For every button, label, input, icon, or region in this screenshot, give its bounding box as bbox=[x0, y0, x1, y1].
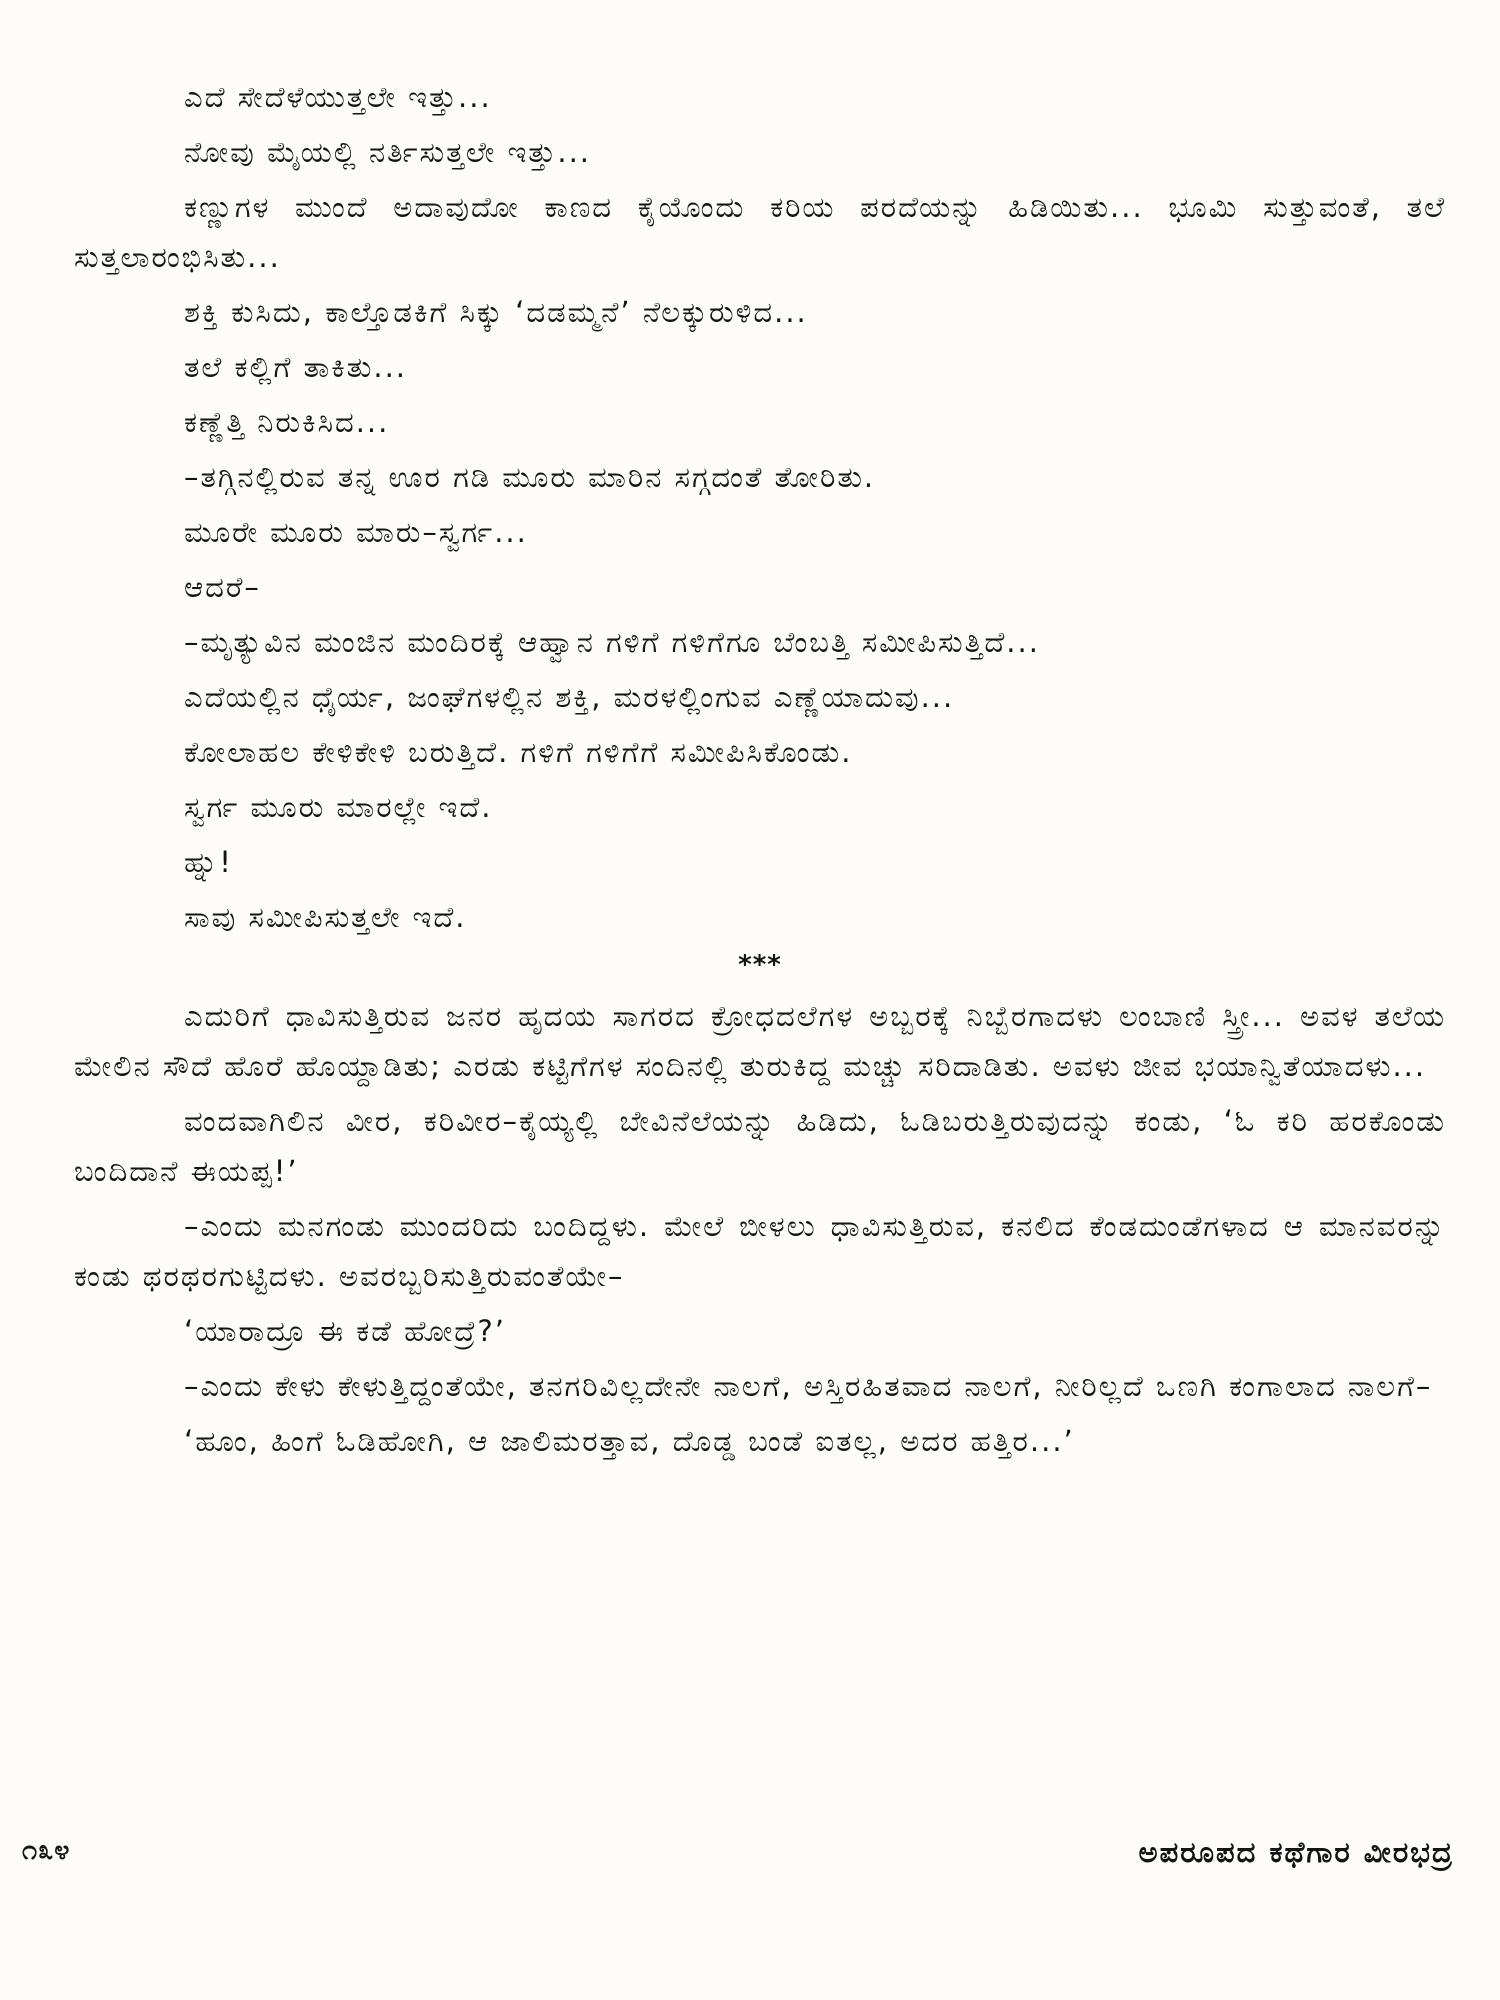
paragraph: ವಂದವಾಗಿಲಿನ ವೀರ, ಕರಿವೀರ–ಕೈಯ್ಯಲ್ಲಿ ಬೇವಿನೆಲೆಯನ್ನು ಹಿಡಿದು, ಓಡಿಬರುತ್ತಿರುವುದನ್ನು ಕಂಡು, ‘ಓ ಕರಿ ಹರಕೊಂಡು ಬಂದಿದಾನೆ ಈಯಪ್ಪ!’ bbox=[74, 1104, 1446, 1188]
paragraph: ಎದುರಿಗೆ ಧಾವಿಸುತ್ತಿರುವ ಜನರ ಹೃದಯ ಸಾಗರದ ಕ್ರೋಧದಲೆಗಳ ಅಬ್ಬರಕ್ಕೆ ನಿಬ್ಬೆರಗಾದಳು ಲಂಬಾಣಿ ಸ್ತ್ರೀ... ಅವಳ ತಲೆಯ ಮೇಲಿನ ಸೌದೆ ಹೊರೆ ಹೊಯ್ದಾಡಿತು; ಎರಡು ಕಟ್ಟಿಗೆಗಳ ಸಂದಿನಲ್ಲಿ ತುರುಕಿದ್ದ ಮಚ್ಚು ಸರಿದಾಡಿತು. ಅವಳು ಜೀವ ಭಯಾನ್ವಿತೆಯಾದಳು... bbox=[74, 999, 1446, 1083]
paragraph: ಶಕ್ತಿ ಕುಸಿದು, ಕಾಲ್ತೊಡಕಿಗೆ ಸಿಕ್ಕು ‘ದಡಮ್ಮನೆ’ ನೆಲಕ್ಕುರುಳಿದ... bbox=[184, 295, 808, 329]
paragraph: ಸ್ವರ್ಗ ಮೂರು ಮಾರಲ್ಲೇ ಇದೆ. bbox=[184, 790, 493, 824]
paragraph: ನೋವು ಮೈಯಲ್ಲಿ ನರ್ತಿಸುತ್ತಲೇ ಇತ್ತು... bbox=[184, 135, 592, 169]
section-separator: *** bbox=[738, 950, 782, 980]
paragraph: ಆದರೆ– bbox=[184, 570, 261, 604]
paragraph: ‘ಹೂಂ, ಹಿಂಗೆ ಓಡಿಹೋಗಿ, ಆ ಜಾಲಿಮರತ್ತಾವ, ದೊಡ್ಡ ಬಂಡೆ ಐತಲ್ಲ, ಅದರ ಹತ್ತಿರ...’ bbox=[184, 1424, 1075, 1458]
paragraph: ‘ಯಾರಾದ್ರೂ ಈ ಕಡೆ ಹೋದ್ರೆ?’ bbox=[184, 1314, 507, 1348]
paragraph: ಸಾವು ಸಮೀಪಿಸುತ್ತಲೇ ಇದೆ. bbox=[184, 900, 467, 934]
paragraph: ಹ್ನು! bbox=[184, 845, 233, 879]
paragraph: –ಎಂದು ಮನಗಂಡು ಮುಂದರಿದು ಬಂದಿದ್ದಳು. ಮೇಲೆ ಬೀಳಲು ಧಾವಿಸುತ್ತಿರುವ, ಕನಲಿದ ಕೆಂಡದುಂಡೆಗಳಾದ ಆ ಮಾನವರನ್ನು ಕಂಡು ಥರಥರಗುಟ್ಟಿದಳು. ಅವರಬ್ಬರಿಸುತ್ತಿರುವಂತೆಯೇ– bbox=[74, 1209, 1446, 1293]
page-body bbox=[74, 72, 1446, 1471]
paragraph: –ಮೃತ್ಯುವಿನ ಮಂಜಿನ ಮಂದಿರಕ್ಕೆ ಆಹ್ವಾನ ಗಳಿಗೆ ಗಳಿಗೆಗೂ ಬೆಂಬತ್ತಿ ಸಮೀಪಿಸುತ್ತಿದೆ... bbox=[184, 625, 1040, 659]
paragraph: ಕೋಲಾಹಲ ಕೇಳಿಕೇಳಿ ಬರುತ್ತಿದೆ. ಗಳಿಗೆ ಗಳಿಗೆಗೆ ಸಮೀಪಿಸಿಕೊಂಡು. bbox=[184, 735, 853, 769]
paragraph: ಎದೆ ಸೇದೆಳೆಯುತ್ತಲೇ ಇತ್ತು... bbox=[184, 80, 492, 114]
paragraph: ಎದೆಯಲ್ಲಿನ ಧೈರ್ಯ, ಜಂಘೆಗಳಲ್ಲಿನ ಶಕ್ತಿ, ಮರಳಲ್ಲಿಂಗುವ ಎಣ್ಣೆಯಾದುವು... bbox=[184, 680, 955, 714]
paragraph: ತಲೆ ಕಲ್ಲಿಗೆ ತಾಕಿತು... bbox=[184, 350, 408, 384]
paragraph: –ತಗ್ಗಿನಲ್ಲಿರುವ ತನ್ನ ಊರ ಗಡಿ ಮೂರು ಮಾರಿನ ಸಗ್ಗದಂತೆ ತೋರಿತು. bbox=[184, 460, 876, 494]
running-title: ಅಪರೂಪದ ಕಥೆಗಾರ ವೀರಭದ್ರ bbox=[1138, 1835, 1454, 1869]
page-footer bbox=[22, 1835, 1454, 1885]
page-number: ೧೩೪ bbox=[22, 1835, 71, 1866]
paragraph: –ಎಂದು ಕೇಳು ಕೇಳುತ್ತಿದ್ದಂತೆಯೇ, ತನಗರಿವಿಲ್ಲದೇನೇ ನಾಲಗೆ, ಅಸ್ತಿರಹಿತವಾದ ನಾಲಗೆ, ನೀರಿಲ್ಲದೆ ಒಣಗಿ ಕಂಗಾಲಾದ ನಾಲಗೆ– bbox=[184, 1369, 1433, 1403]
paragraph: ಮೂರೇ ಮೂರು ಮಾರು–ಸ್ವರ್ಗ... bbox=[184, 515, 528, 549]
paragraph: ಕಣ್ಣುಗಳ ಮುಂದೆ ಅದಾವುದೋ ಕಾಣದ ಕೈಯೊಂದು ಕರಿಯ ಪರದೆಯನ್ನು ಹಿಡಿಯಿತು... ಭೂಮಿ ಸುತ್ತುವಂತೆ, ತಲೆ ಸುತ್ತಲಾರಂಭಿಸಿತು... bbox=[74, 190, 1446, 274]
paragraph: ಕಣ್ಣೆತ್ತಿ ನಿರುಕಿಸಿದ... bbox=[184, 405, 390, 439]
